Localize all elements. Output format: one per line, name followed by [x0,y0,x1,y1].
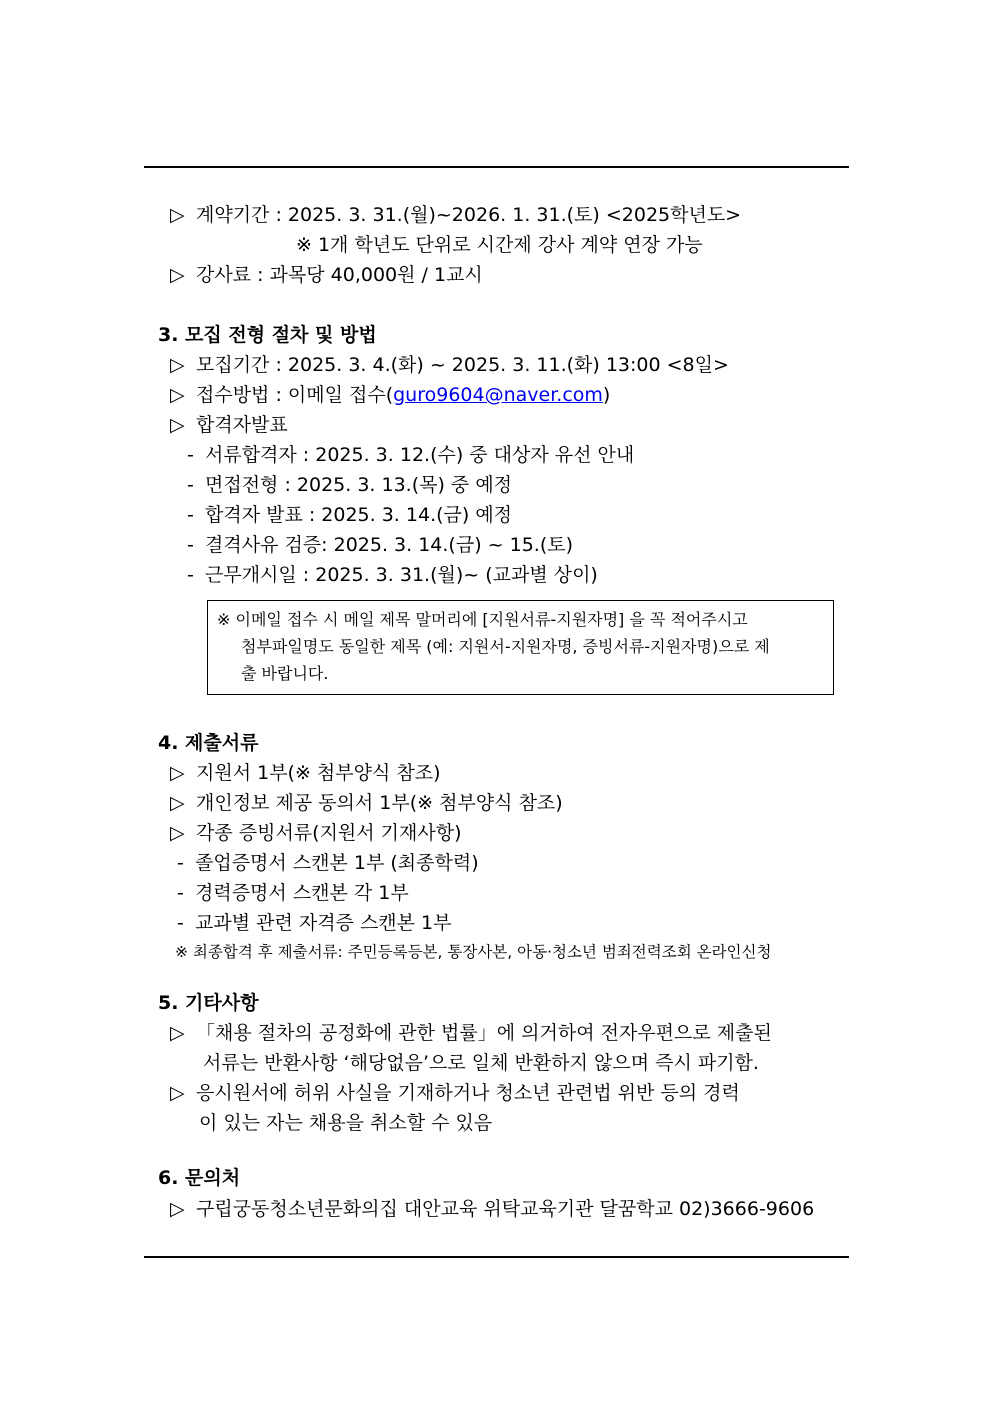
schedule-item: - 서류합격자 : 2025. 3. 12.(수) 중 대상자 유선 안내 [187,444,635,466]
triangle-bullet-icon: ▷ [170,1198,185,1220]
recruit-period: ▷ 모집기간 : 2025. 3. 4.(화) ~ 2025. 3. 11.(화) 13:00 <8일> [170,354,729,376]
section4-title: 4. 제출서류 [158,732,259,754]
section3-title: 3. 모집 전형 절차 및 방법 [158,324,377,346]
email-link[interactable]: guro9604@naver.com [393,384,603,406]
other-item: ▷ 응시원서에 허위 사실을 기재하거나 청소년 관련법 위반 등의 경력 [170,1082,740,1104]
triangle-bullet-icon: ▷ [170,822,185,844]
document-subitem: - 경력증명서 스캔본 각 1부 [177,882,409,904]
other-item-continued: 서류는 반환사항 ‘해당없음’으로 일체 반환하지 않으며 즉시 파기함. [203,1052,759,1074]
apply-method: ▷ 접수방법 : 이메일 접수(guro9604@naver.com) [170,384,611,406]
document-item: ▷ 개인정보 제공 동의서 1부(※ 첨부양식 참조) [170,792,563,814]
triangle-bullet-icon: ▷ [170,1022,185,1044]
contract-note: ※ 1개 학년도 단위로 시간제 강사 계약 연장 가능 [296,234,703,256]
document-item: ▷ 각종 증빙서류(지원서 기재사항) [170,822,462,844]
bottom-rule [144,1256,849,1258]
schedule-item: - 근무개시일 : 2025. 3. 31.(월)~ (교과별 상이) [187,564,598,586]
announce-label: ▷ 합격자발표 [170,414,288,436]
other-item-continued: 이 있는 자는 채용을 취소할 수 있음 [199,1112,493,1134]
triangle-bullet-icon: ▷ [170,384,185,406]
schedule-item: - 결격사유 검증: 2025. 3. 14.(금) ~ 15.(토) [187,534,573,556]
triangle-bullet-icon: ▷ [170,354,185,376]
email-instruction-box [207,600,834,695]
triangle-bullet-icon: ▷ [170,204,185,226]
section6-title: 6. 문의처 [158,1167,241,1189]
final-docs-note: ※ 최종합격 후 제출서류: 주민등록등본, 통장사본, 아동·청소년 범죄전력조회 온라인신청 [175,943,772,961]
triangle-bullet-icon: ▷ [170,414,185,436]
triangle-bullet-icon: ▷ [170,792,185,814]
triangle-bullet-icon: ▷ [170,1082,185,1104]
document-subitem: - 교과별 관련 자격증 스캔본 1부 [177,912,452,934]
box-line: 출 바랍니다. [241,664,329,683]
contract-period: ▷ 계약기간 : 2025. 3. 31.(월)~2026. 1. 31.(토) <2025학년도> [170,204,742,226]
document-item: ▷ 지원서 1부(※ 첨부양식 참조) [170,762,441,784]
schedule-item: - 면접전형 : 2025. 3. 13.(목) 중 예정 [187,474,513,496]
other-item: ▷ 「채용 절차의 공정화에 관한 법률」에 의거하여 전자우편으로 제출된 [170,1022,772,1044]
top-rule [144,166,849,168]
contact-info: ▷ 구립궁동청소년문화의집 대안교육 위탁교육기관 달꿈학교 02)3666-9606 [170,1198,815,1220]
triangle-bullet-icon: ▷ [170,264,185,286]
document-subitem: - 졸업증명서 스캔본 1부 (최종학력) [177,852,479,874]
triangle-bullet-icon: ▷ [170,762,185,784]
box-line: ※ 이메일 접수 시 메일 제목 말머리에 [지원서류-지원자명] 을 꼭 적어주시고 [217,610,748,629]
schedule-item: - 합격자 발표 : 2025. 3. 14.(금) 예정 [187,504,513,526]
section5-title: 5. 기타사항 [158,992,259,1014]
contract-fee: ▷ 강사료 : 과목당 40,000원 / 1교시 [170,264,483,286]
box-line: 첨부파일명도 동일한 제목 (예: 지원서-지원자명, 증빙서류-지원자명)으로 제 [241,637,770,656]
